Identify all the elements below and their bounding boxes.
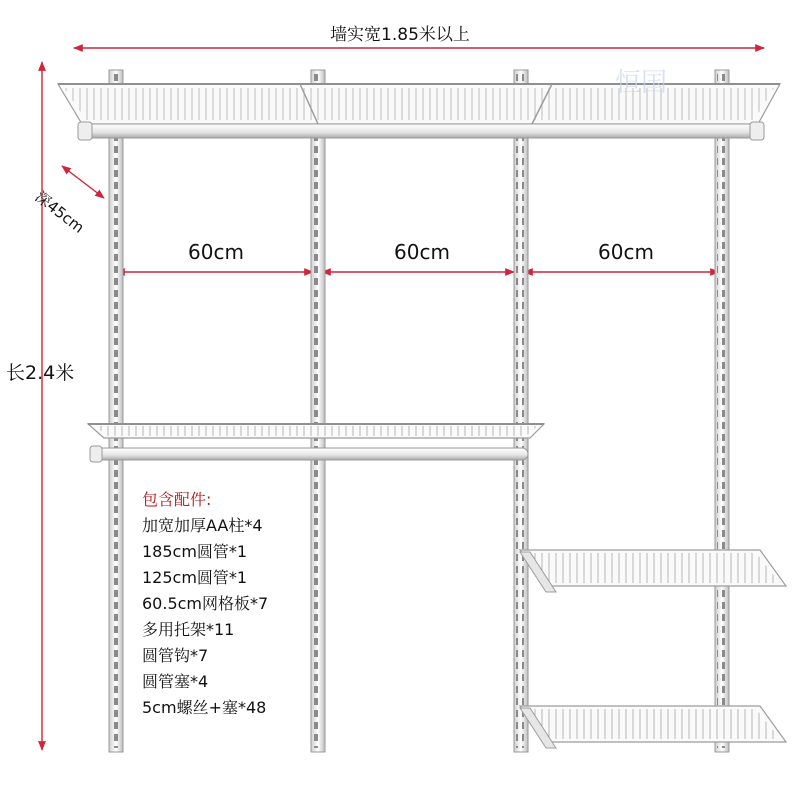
depth-dimension-line xyxy=(62,166,104,198)
parts-list-item: 125cm圆管*1 xyxy=(142,568,248,587)
parts-list-item: 加宽加厚AA柱*4 xyxy=(142,516,263,535)
parts-list xyxy=(142,487,268,721)
parts-list-heading: 包含配件: xyxy=(142,490,212,509)
parts-list-item: 多用托架*11 xyxy=(142,620,235,639)
parts-list-item: 圆管钩*7 xyxy=(142,646,209,665)
wall-width-label: 墙实宽1.85米以上 xyxy=(330,25,470,45)
upright-post-1 xyxy=(109,70,123,752)
parts-list-item: 60.5cm网格板*7 xyxy=(142,594,269,613)
top-hanging-rod xyxy=(78,122,764,140)
middle-hanging-rod xyxy=(90,446,528,462)
upright-post-3 xyxy=(514,70,528,752)
span-label-2: 60cm xyxy=(394,240,450,264)
lower-wire-shelf-lower xyxy=(520,706,786,748)
span-label-3: 60cm xyxy=(598,240,654,264)
length-label: 长2.4米 xyxy=(6,362,75,384)
lower-wire-shelf-upper xyxy=(520,550,786,592)
top-wire-shelf xyxy=(58,84,780,124)
upright-post-2 xyxy=(311,70,325,752)
parts-list-item: 185cm圆管*1 xyxy=(142,542,248,561)
depth-label: 深45cm xyxy=(31,187,88,237)
span-label-1: 60cm xyxy=(188,240,244,264)
parts-list-item: 5cm螺丝+塞*48 xyxy=(142,698,267,717)
watermark: 恒国 xyxy=(615,68,668,98)
parts-list-item: 圆管塞*4 xyxy=(142,672,209,691)
middle-wire-shelf xyxy=(88,424,544,438)
upright-post-4 xyxy=(715,70,729,752)
